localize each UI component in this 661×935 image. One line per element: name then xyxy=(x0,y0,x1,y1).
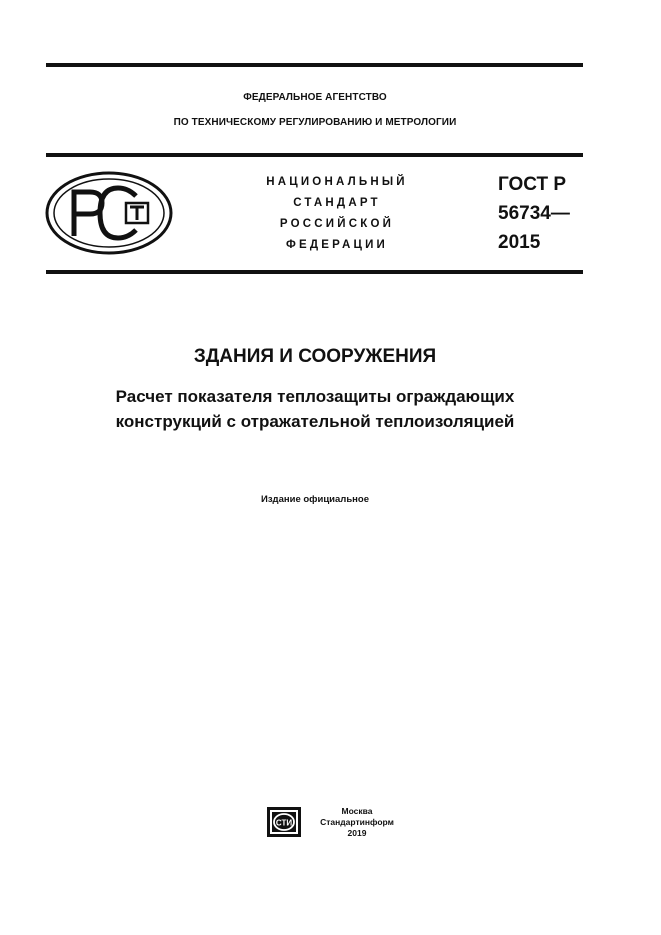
publisher-name: Стандартинформ xyxy=(320,817,394,827)
top-rule xyxy=(46,63,583,67)
designation-line2: 56734— xyxy=(498,203,570,224)
standard-type-line2: СТАНДАРТ xyxy=(293,197,381,209)
document-subtitle xyxy=(0,384,630,434)
standard-type-line4: ФЕДЕРАЦИИ xyxy=(285,239,389,251)
subtitle-line1: Расчет показателя теплозащиты ограждающих xyxy=(115,387,515,406)
rst-certification-mark-icon xyxy=(44,170,174,256)
standard-type xyxy=(222,172,452,256)
bottom-rule xyxy=(46,270,583,274)
edition-note: Издание официальное xyxy=(261,494,369,505)
publisher-city: Москва xyxy=(341,806,373,816)
rst-logo-text: РСТ xyxy=(44,170,46,171)
publisher-imprint xyxy=(313,806,401,839)
middle-rule xyxy=(46,153,583,157)
standard-designation xyxy=(498,170,570,257)
agency-name-line2: ПО ТЕХНИЧЕСКОМУ РЕГУЛИРОВАНИЮ И МЕТРОЛОГИИ xyxy=(173,117,457,128)
document-title: ЗДАНИЯ И СООРУЖЕНИЯ xyxy=(193,346,437,367)
subtitle-line2: конструкций с отражательной теплоизоляцией xyxy=(115,412,515,431)
agency-name-line1: ФЕДЕРАЛЬНОЕ АГЕНТСТВО xyxy=(243,92,387,103)
designation-line3: 2015 xyxy=(498,232,541,253)
standartinform-logo-icon xyxy=(266,806,302,838)
standard-type-line3: РОССИЙСКОЙ xyxy=(279,218,395,230)
standard-type-line1: НАЦИОНАЛЬНЫЙ xyxy=(266,176,408,188)
designation-line1: ГОСТ Р xyxy=(498,174,567,195)
publication-year: 2019 xyxy=(347,828,367,838)
publisher-logo-text: СТИ xyxy=(275,818,293,828)
